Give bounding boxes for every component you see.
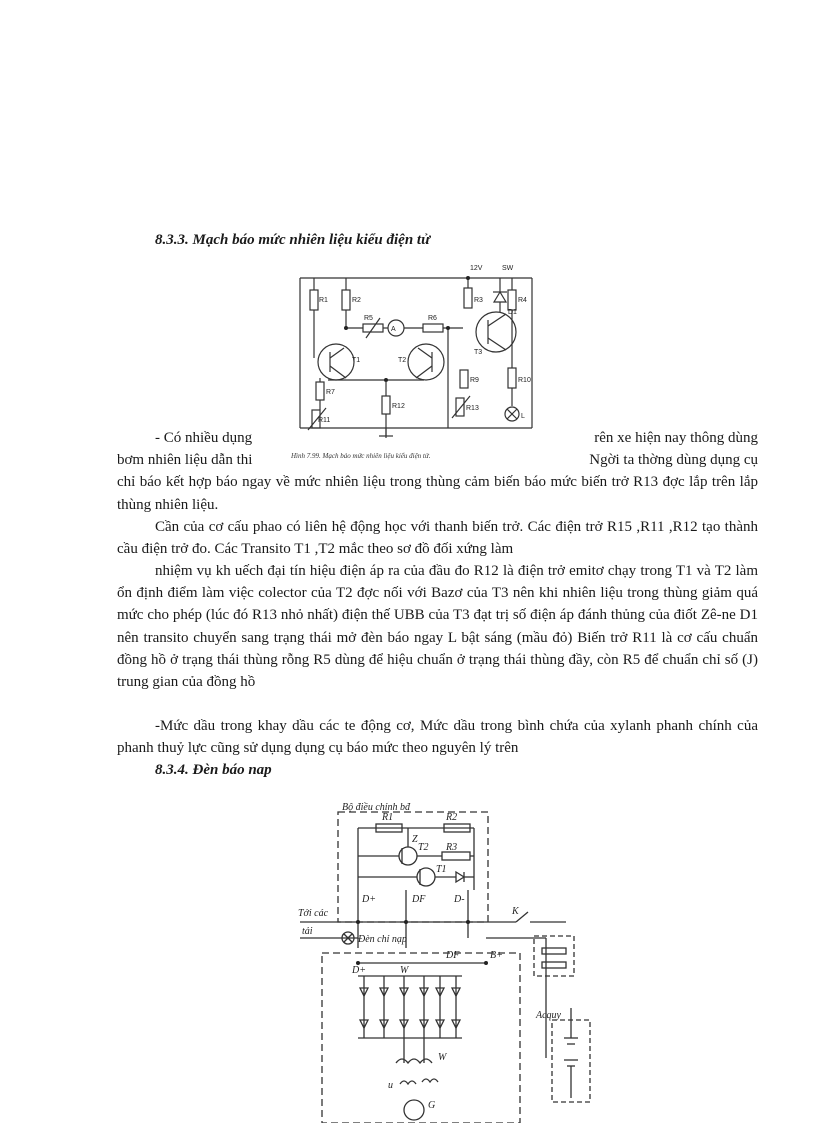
label-t2: T2 (418, 842, 429, 853)
charge-lamp-circuit-diagram (296, 798, 596, 1123)
label-d-minus: D- (454, 894, 465, 905)
p1-line2-left: bơm nhiên liệu dẫn thi (117, 452, 253, 469)
label-t1: T1 (352, 357, 361, 364)
paragraph-2 (117, 516, 758, 560)
label-tai: tải (302, 926, 313, 937)
label-r3: R3 (474, 297, 483, 304)
label-regulator: Bộ điều chỉnh bđ (342, 802, 411, 813)
label-acquy: Acquy (536, 1010, 561, 1021)
label-r9: R9 (470, 377, 479, 384)
p1-line1-left: - Có nhiều dụng (155, 430, 253, 446)
label-r4: R4 (518, 297, 527, 304)
label-r11: R11 (318, 417, 331, 424)
p4-text: -Mức dầu trong khay dầu các te động cơ, Mức dầu trong bình chứa của xylanh phanh chính của phanh thuỷ lực cũng sử dụng dụng cụ báo mức theo nguyên lý trên (117, 718, 758, 757)
label-zener: Z (412, 834, 418, 845)
label-r3: R3 (446, 842, 458, 853)
paragraph-4 (117, 715, 758, 759)
p1-rest: chỉ báo kết hợp báo ngay về mức nhiên liệu trong thùng cảm biến báo mức biến trở R13 đợc lắp trên lắp thùng nhiên liệu. (117, 474, 758, 513)
label-r5: R5 (364, 315, 373, 322)
p3-text: nhiệm vụ kh uếch đại tín hiệu điện áp ra của đầu đo R12 là điện trở emitơ chạy trong T1 và T2 làm ổn định điểm làm việc colector của T2 đợc nối với Bazơ của T3 nên khi nhiên liệu trong thùng giảm quá mức cho phép (lúc đó R13 nhỏ nhất) điện thế UBB của T3 đạt trị số điện áp đánh thủng của điốt Zê-ne D1 nên transito chuyển sang trạng thái mở đèn báo ngay L bật sáng (mầu đỏ) Biến trở R11 là cơ cấu chuẩn đồng hồ ở trạng thái thùng rỗng R5 dùng để hiệu chuẩn ở trạng thái thùng đầy, còn R5 để chuẩn chỉ số (J) trung gian của đồng hồ (117, 563, 758, 691)
label-b-plus: B+ (490, 950, 503, 961)
label-toi-cac: Tới các (298, 908, 329, 919)
paragraph-1 (117, 427, 758, 516)
label-den-chi-nap: Đèn chỉ nạp (358, 934, 407, 945)
paragraph-3 (117, 560, 758, 693)
label-g: G (428, 1100, 436, 1111)
label-k: K (512, 906, 519, 917)
label-d-plus: D+ (362, 894, 376, 905)
section-8-3-3-title: 8.3.3. Mạch báo mức nhiên liệu kiểu điện tử (155, 232, 431, 248)
label-df: DF (412, 894, 426, 905)
label-t2: T2 (398, 357, 407, 364)
section-8-3-4-title: 8.3.4. Đèn báo nap (155, 762, 272, 778)
charge-lamp-circuit-figure (296, 798, 596, 1123)
label-r13: R13 (466, 405, 479, 412)
label-r2: R2 (352, 297, 361, 304)
figure-caption: Hình 7.99. Mạch báo mức nhiên liệu kiểu điện tử. (291, 452, 431, 460)
label-r6: R6 (428, 315, 437, 322)
label-r2: R2 (446, 812, 458, 823)
label-r7: R7 (326, 389, 335, 396)
label-r1: R1 (319, 297, 328, 304)
p2-text: Cần của cơ cấu phao có liên hệ động học với thanh biến trở. Các điện trở R15 ,R11 ,R12 tạo thành cầu điện trở đo. Các Transito T1 ,T2 mắc theo sơ đồ đối xứng làm (117, 519, 758, 558)
label-w-small: W (400, 965, 409, 976)
label-lamp-l: L (521, 413, 525, 420)
p1-line1-right: rên xe hiện nay thông dùng (594, 430, 758, 446)
label-t1: T1 (436, 864, 447, 875)
label-r10: R10 (518, 377, 531, 384)
label-d-plus-2: D+ (352, 965, 366, 976)
label-sw: SW (502, 265, 514, 272)
label-ammeter: A (391, 326, 396, 333)
label-w: W (438, 1052, 447, 1063)
label-d1: D1 (508, 309, 517, 316)
label-12v: 12V (470, 265, 483, 272)
label-df-2: DF (446, 950, 460, 961)
label-t3: T3 (474, 349, 483, 356)
label-r12: R12 (392, 403, 405, 410)
label-r1: R1 (382, 812, 394, 823)
label-u: u (388, 1080, 393, 1091)
p1-line2-right: Ngời ta thờng dùng dụng cụ (589, 452, 758, 469)
